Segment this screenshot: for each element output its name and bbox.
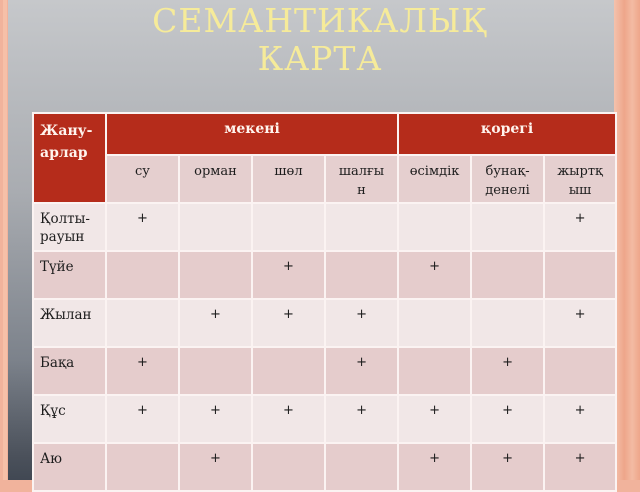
- table-cell: [252, 443, 325, 491]
- corner-header-animals: [33, 113, 106, 203]
- table-cell: [106, 251, 179, 299]
- table-cell: [471, 299, 544, 347]
- table-cell: [252, 347, 325, 395]
- table-cell: [106, 443, 179, 491]
- col-header-insects: бунақ- денелі: [471, 155, 544, 203]
- table-cell: +: [179, 443, 252, 491]
- table-cell: [179, 203, 252, 251]
- table-cell: +: [252, 395, 325, 443]
- table-cell: +: [325, 347, 398, 395]
- table-row-bear: [33, 443, 616, 491]
- group-header-food: қорегі: [398, 113, 616, 155]
- title-line-1: СЕМАНТИКАЛЫҚ: [152, 1, 488, 40]
- table-cell: +: [471, 395, 544, 443]
- table-row-crocodile: [33, 203, 616, 251]
- table-cell: +: [544, 395, 616, 443]
- table-cell: [544, 347, 616, 395]
- col-header-predator: жыртқ ыш: [544, 155, 616, 203]
- table-cell: +: [106, 347, 179, 395]
- col-header-desert: шөл: [252, 155, 325, 203]
- row-label: Құс: [33, 395, 106, 443]
- table-cell: +: [471, 347, 544, 395]
- table-cell: +: [252, 299, 325, 347]
- table-row-snake: [33, 299, 616, 347]
- table-cell: +: [106, 203, 179, 251]
- table-cell: +: [471, 443, 544, 491]
- semantic-map-table: [32, 112, 617, 492]
- table-row-bird: [33, 395, 616, 443]
- header-sub-row: [33, 155, 616, 203]
- table-cell: +: [325, 395, 398, 443]
- row-label: Бақа: [33, 347, 106, 395]
- table-cell: [471, 251, 544, 299]
- table-cell: +: [179, 395, 252, 443]
- row-label: Қолты- рауын: [33, 203, 106, 251]
- table-cell: [398, 203, 471, 251]
- table-cell: +: [398, 251, 471, 299]
- table-cell: +: [544, 299, 616, 347]
- row-label: Түйе: [33, 251, 106, 299]
- table-row-camel: [33, 251, 616, 299]
- col-header-forest: орман: [179, 155, 252, 203]
- table-cell: [325, 251, 398, 299]
- table-cell: +: [106, 395, 179, 443]
- table-cell: +: [398, 395, 471, 443]
- table-cell: +: [544, 203, 616, 251]
- table-cell: +: [544, 443, 616, 491]
- table-cell: [544, 251, 616, 299]
- slide-title: [0, 2, 640, 78]
- table-cell: [471, 203, 544, 251]
- group-header-habitat: мекені: [106, 113, 398, 155]
- col-header-meadow: шалғы н: [325, 155, 398, 203]
- table-cell: [179, 347, 252, 395]
- table-cell: [252, 203, 325, 251]
- header-group-row: [33, 113, 616, 155]
- row-label: Жылан: [33, 299, 106, 347]
- table-cell: +: [325, 299, 398, 347]
- table-cell: [106, 299, 179, 347]
- corner-line-2: арлар: [40, 145, 88, 161]
- table-cell: [179, 251, 252, 299]
- col-header-plants: өсімдік: [398, 155, 471, 203]
- table-cell: +: [252, 251, 325, 299]
- title-line-2: КАРТА: [257, 39, 383, 78]
- table-cell: [325, 443, 398, 491]
- table-cell: +: [398, 443, 471, 491]
- table-cell: [398, 347, 471, 395]
- table-cell: [398, 299, 471, 347]
- corner-line-1: Жану-: [40, 123, 93, 139]
- row-label: Аю: [33, 443, 106, 491]
- table-row-frog: [33, 347, 616, 395]
- table-cell: +: [179, 299, 252, 347]
- table-cell: [325, 203, 398, 251]
- col-header-water: су: [106, 155, 179, 203]
